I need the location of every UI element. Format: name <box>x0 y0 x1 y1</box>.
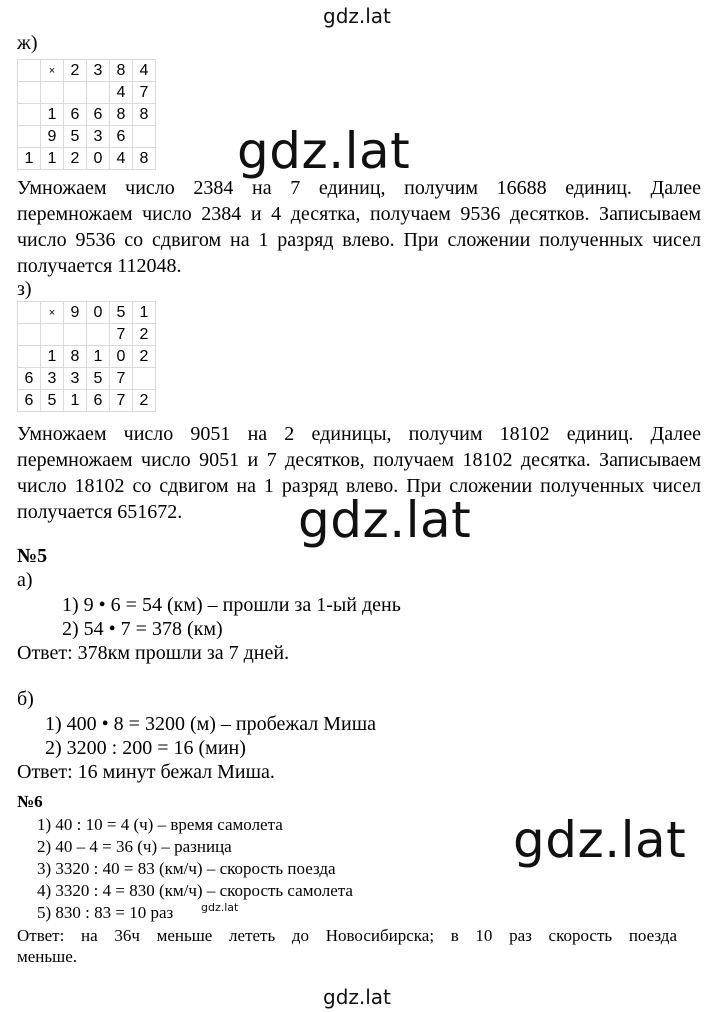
cell: 1 <box>41 104 64 126</box>
cell: 2 <box>64 60 87 82</box>
cell <box>18 126 41 148</box>
task5-heading: №5 <box>17 545 48 567</box>
cell: 8 <box>110 60 133 82</box>
text-line: Умножаем число 2384 на 7 единиц, получим 16688 единиц. Далее <box>17 177 701 199</box>
cell: 7 <box>110 368 133 390</box>
cell: 8 <box>110 104 133 126</box>
watermark-big-1: gdz.lat <box>237 122 411 180</box>
cell <box>87 324 110 346</box>
cell <box>18 82 41 104</box>
cell <box>64 324 87 346</box>
cell: 6 <box>18 368 41 390</box>
part-zh-label: ж) <box>17 32 38 54</box>
cell: 8 <box>133 148 156 170</box>
cell: 1 <box>41 346 64 368</box>
text-line: получается 112048. <box>17 255 182 277</box>
cell: 6 <box>18 390 41 412</box>
cell: 3 <box>87 126 110 148</box>
cell: 4 <box>110 148 133 170</box>
task6-answer-line-1: Ответ: на 36ч меньше лететь до Новосибирска; в 10 раз скорость поезда <box>17 926 677 945</box>
times-sign: × <box>41 302 64 324</box>
cell <box>41 324 64 346</box>
text-line: Умножаем число 9051 на 2 единицы, получим 18102 единиц. Далее <box>17 423 701 445</box>
task6-step-2: 2) 40 – 4 = 36 (ч) – разница <box>37 837 232 856</box>
task6-step-4: 4) 3320 : 4 = 830 (км/ч) – скорость самолета <box>37 881 353 900</box>
task6-heading: №6 <box>17 792 43 811</box>
multiplication-table-zh <box>17 59 156 170</box>
cell: 9 <box>64 302 87 324</box>
cell: 1 <box>133 302 156 324</box>
task6-step-1: 1) 40 : 10 = 4 (ч) – время самолета <box>37 815 283 834</box>
cell <box>87 82 110 104</box>
task5-a-answer: Ответ: 378км прошли за 7 дней. <box>17 642 290 664</box>
cell: 1 <box>41 148 64 170</box>
watermark-bottom: gdz.lat <box>323 985 391 1009</box>
cell: 5 <box>41 390 64 412</box>
cell: 1 <box>64 390 87 412</box>
task5-a-step-1: 1) 9 • 6 = 54 (км) – прошли за 1-ый день <box>62 594 401 616</box>
cell <box>18 324 41 346</box>
cell: 2 <box>133 324 156 346</box>
cell: 8 <box>133 104 156 126</box>
watermark-top: gdz.lat <box>323 4 391 28</box>
cell: 6 <box>87 104 110 126</box>
text-line: число 9536 со сдвигом на 1 разряд влево. При сложении полученных чисел <box>17 229 701 251</box>
cell: 5 <box>110 302 133 324</box>
part-z-label: з) <box>17 278 32 300</box>
cell: 7 <box>133 82 156 104</box>
task5-a-label: а) <box>17 569 33 591</box>
part-z-explanation <box>17 421 701 525</box>
cell: 9 <box>41 126 64 148</box>
task5-b-answer: Ответ: 16 минут бежал Миша. <box>17 761 275 783</box>
task6-step-5: 5) 830 : 83 = 10 раз <box>37 903 174 922</box>
cell <box>133 368 156 390</box>
task5-b-label: б) <box>17 688 34 710</box>
cell: 3 <box>64 368 87 390</box>
text-line: получается 651672. <box>17 501 183 523</box>
task5-b-step-1: 1) 400 • 8 = 3200 (м) – пробежал Миша <box>45 713 377 735</box>
cell: 7 <box>110 390 133 412</box>
multiplication-table-z <box>17 301 156 412</box>
cell: 2 <box>64 148 87 170</box>
cell: 2 <box>133 346 156 368</box>
cell: 1 <box>87 346 110 368</box>
watermark-big-3: gdz.lat <box>513 811 687 869</box>
text-line: перемножаем число 2384 и 4 десятка, получаем 9536 десятков. Записываем <box>17 203 701 225</box>
part-zh-explanation <box>17 175 701 279</box>
cell: 7 <box>110 324 133 346</box>
text-line: перемножаем число 9051 и 7 десятков, получаем 18102 десятка. Записываем <box>17 449 701 471</box>
cell: 0 <box>110 346 133 368</box>
cell: 3 <box>87 60 110 82</box>
task6-answer-line-2: меньше. <box>17 947 78 966</box>
cell: 3 <box>41 368 64 390</box>
cell <box>18 302 41 324</box>
cell: 4 <box>110 82 133 104</box>
cell: 5 <box>64 126 87 148</box>
cell <box>18 104 41 126</box>
watermark-big-2: gdz.lat <box>298 491 472 549</box>
cell <box>41 82 64 104</box>
times-sign: × <box>41 60 64 82</box>
watermark-tiny: gdz.lat <box>201 901 239 914</box>
task5-a-step-2: 2) 54 • 7 = 378 (км) <box>62 618 223 640</box>
task5-b-step-2: 2) 3200 : 200 = 16 (мин) <box>45 737 246 759</box>
cell <box>18 60 41 82</box>
cell: 0 <box>87 302 110 324</box>
cell: 6 <box>64 104 87 126</box>
cell: 6 <box>110 126 133 148</box>
cell: 6 <box>87 390 110 412</box>
cell <box>133 126 156 148</box>
cell: 5 <box>87 368 110 390</box>
task6-step-3: 3) 3320 : 40 = 83 (км/ч) – скорость поезда <box>37 859 336 878</box>
cell: 0 <box>87 148 110 170</box>
cell: 8 <box>64 346 87 368</box>
text-line: число 18102 со сдвигом на 1 разряд влево. При сложении полученных чисел <box>17 475 701 497</box>
cell <box>18 346 41 368</box>
cell: 2 <box>133 390 156 412</box>
cell: 1 <box>18 148 41 170</box>
cell <box>64 82 87 104</box>
cell: 4 <box>133 60 156 82</box>
